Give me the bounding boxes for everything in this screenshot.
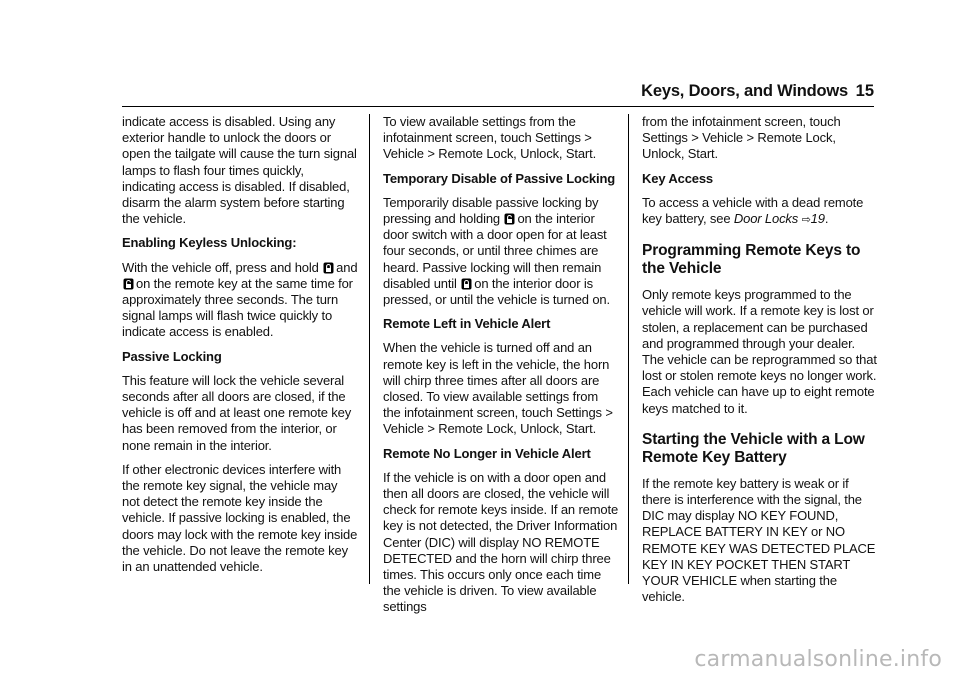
column-1 (122, 114, 358, 583)
page-header (0, 80, 960, 104)
unlock-icon (504, 213, 515, 225)
col2-paragraph-3: When the vehicle is turned off and an remote key is left in the vehicle, the horn will chirp three times after all doors are closed. To view available settings from the infotainment screen, touch Settings > Vehicle > Remote Lock, Unlock, Start. (383, 340, 613, 437)
page-reference-number[interactable]: 19 (810, 211, 825, 227)
column-divider-2 (628, 114, 629, 584)
col2-subheading-remote-left: Remote Left in Vehicle Alert (383, 316, 551, 332)
col2-paragraph-1: To view available settings from the infotainment screen, touch Settings > Vehicle > Remote Lock, Unlock, Start. (383, 114, 597, 162)
col3-paragraph-3: Only remote keys programmed to the vehicle will work. If a remote key is lost or stolen, a replacement can be purchased and programmed through your dealer. The vehicle can be reprogrammed so that lost or stolen remote keys no longer work. Each vehicle can have up to eight remote keys matched to it. (642, 287, 877, 416)
col3-paragraph-4: If the remote key battery is weak or if there is interference with the signal, the DIC may display NO KEY FOUND, REPLACE BATTERY IN KEY or NO REMOTE KEY WAS DETECTED PLACE KEY IN KEY POCKET THEN START YOUR VEHICLE when starting the vehicle. (642, 475, 876, 605)
col1-subheading-passive-locking: Passive Locking (122, 348, 222, 364)
col1-paragraph-3: This feature will lock the vehicle several seconds after all doors are closed, if the vehicle is off and at least one remote key has been removed from the interior, or none remain in the interior. (122, 372, 352, 453)
column-3 (642, 114, 880, 613)
watermark: carmanualsonline.info (694, 647, 942, 672)
col3-heading-low-battery: Starting the Vehicle with a Low Remote Key Battery (642, 430, 865, 466)
column-2 (383, 114, 619, 624)
col3-subheading-key-access: Key Access (642, 170, 714, 186)
col2-subheading-temporary-disable: Temporary Disable of Passive Locking (383, 170, 616, 186)
col1-paragraph-2: With the vehicle off, press and hold and on the remote key at the same time for approximately three seconds. The turn signal lamps will flash twice quickly to indicate access is enabled. (122, 259, 358, 340)
col1-paragraph-4: If other electronic devices interfere with the remote key signal, the vehicle may not detect the remote key inside the vehicle. If passive locking is enabled, the doors may lock with the remote key inside the vehicle. Do not leave the remote key in an unattended vehicle. (122, 461, 358, 575)
col3-paragraph-2: To access a vehicle with a dead remote key battery, see Door Locks ⇨19. (642, 194, 864, 227)
col2-paragraph-4: If the vehicle is on with a door open and then all doors are closed, the vehicle will check for remote keys inside. If an remote key is not detected, the Driver Information Center (DIC) will display NO REMOTE DETECTED and the horn will chirp three times. This occurs only once each time the vehicle is driven. To view available settings (383, 469, 619, 615)
col3-heading-programming-remote-keys: Programming Remote Keys to the Vehicle (642, 242, 861, 278)
header-rule (122, 106, 874, 107)
column-divider-1 (369, 114, 370, 584)
page-number: 15 (855, 82, 874, 100)
col2-paragraph-2: Temporarily disable passive locking by pressing and holding on the interior door switch with a door open for at least four seconds, or until three chimes are heard. Passive locking will then remain disabled until on the interior door is pressed, or until the vehicle is turned on. (383, 194, 610, 308)
col2-subheading-remote-no-longer: Remote No Longer in Vehicle Alert (383, 445, 591, 461)
col1-subheading-enabling-keyless: Enabling Keyless Unlocking: (122, 235, 297, 251)
col3-paragraph-1: from the infotainment screen, touch Settings > Vehicle > Remote Lock, Unlock, Start. (642, 114, 841, 162)
section-title: Keys, Doors, and Windows (641, 82, 848, 100)
lock-icon (461, 278, 472, 290)
unlock-icon (123, 278, 134, 290)
lock-icon (323, 262, 334, 274)
page-reference-arrow-icon: ⇨ (801, 214, 811, 227)
col1-paragraph-1: indicate access is disabled. Using any exterior handle to unlock the doors or open the tailgate will cause the turn signal lamps to flash four times quickly, indicating access is disabled. If disabled, disarm the alarm system before starting the vehicle. (122, 114, 357, 227)
door-locks-link[interactable]: Door Locks (733, 211, 799, 227)
